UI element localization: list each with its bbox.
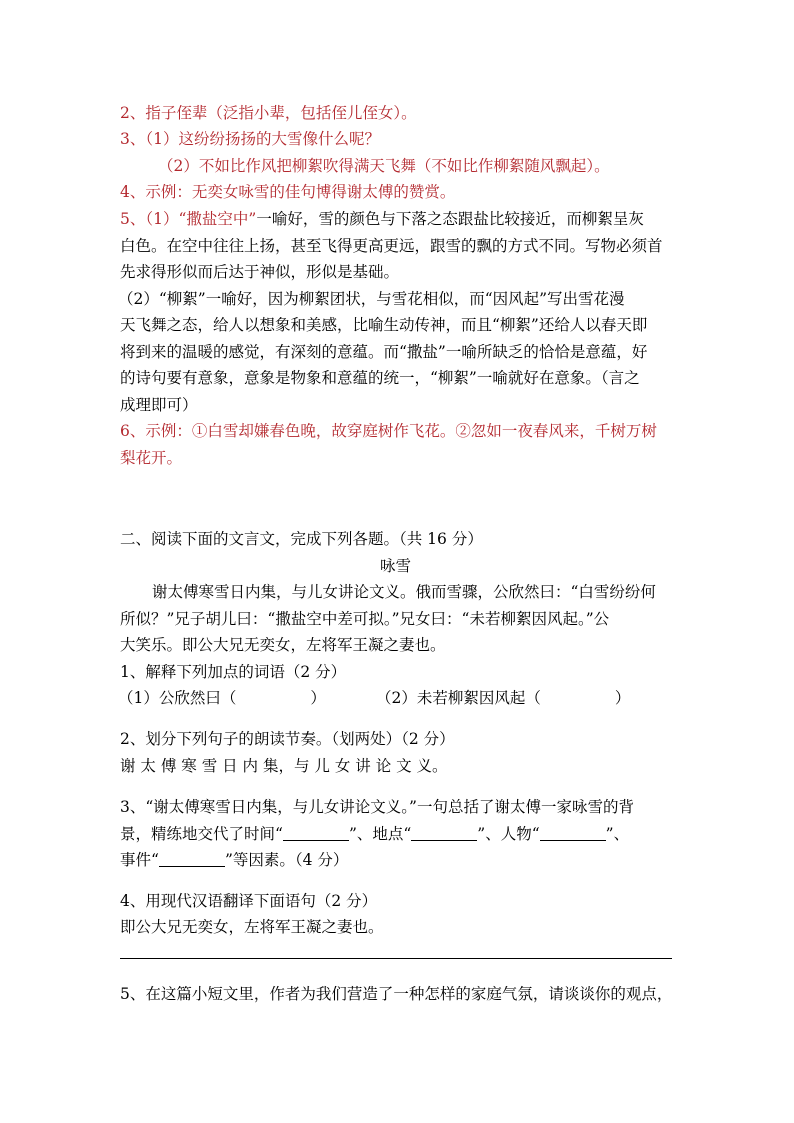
question-2-sentence: 谢 太 傅 寒 雪 日 内 集，与 儿 女 讲 论 文 义。 — [120, 757, 448, 775]
answer-5-line-1 — [120, 209, 644, 229]
answer-5-line-2: 白色。在空中往往上扬，甚至飞得更高更远，跟雪的飘的方式不同。写物必须首 — [120, 237, 663, 255]
answer-6-line-1: 6、示例：①白雪却嫌春色晚，故穿庭树作飞花。②忽如一夜春风来，千树万树 — [120, 422, 657, 440]
answer-5-line-7: 的诗句要有意象，意象是物象和意蕴的统一，“柳絮”一喻就好在意象。（言之 — [120, 369, 640, 387]
answer-5-quote: “撒盐空中” — [178, 210, 257, 228]
blank-event[interactable] — [159, 850, 225, 867]
answer-6-line-2: 梨花开。 — [120, 449, 183, 467]
blank-place[interactable] — [411, 824, 477, 841]
answer-5-line-6: 将到来的温暖的感觉，有深刻的意蕴。而“撒盐”一喻所缺乏的恰恰是意蕴，好 — [120, 343, 648, 361]
answer-line[interactable] — [120, 958, 672, 959]
answer-4: 4、示例：无奕女咏雪的佳句博得谢太傅的赞赏。 — [120, 183, 456, 201]
question-1: 1、解释下列加点的词语（2 分） — [120, 663, 347, 681]
question-3-end: ”、 — [605, 825, 630, 843]
question-4-sentence: 即公大兄无奕女，左将军王凝之妻也。 — [120, 918, 384, 936]
section-2-heading: 二、阅读下面的文言文，完成下列各题。（共 16 分） — [120, 530, 483, 548]
passage-title: 咏雪 — [380, 557, 412, 575]
question-3-line-2 — [120, 824, 629, 844]
question-1-item-1-label: （1）公欣然曰（ — [118, 689, 237, 707]
question-3-line-1: 3、“谢太傅寒雪日内集，与儿女讲论文义。”一句总括了谢太傅一家咏雪的背 — [120, 798, 634, 816]
answer-5-line-8: 成理即可） — [120, 396, 198, 414]
answer-5-prefix: 5、（1） — [120, 210, 179, 228]
question-1-item-2-label: （2）未若柳絮因风起（ — [376, 689, 541, 707]
question-3-line-3 — [120, 850, 348, 870]
question-2: 2、划分下列句子的朗读节奏。（划两处）（2 分） — [120, 730, 455, 748]
question-3-event-label: 事件“ — [120, 851, 159, 869]
question-1-item-2 — [376, 688, 630, 708]
answer-3-2: （2）不如比作风把柳絮吹得满天飞舞（不如比作柳絮随风飘起）。 — [158, 157, 610, 175]
answer-5-line-3: 先求得形似而后达于神似，形似是基础。 — [120, 263, 400, 281]
passage-line-3: 大笑乐。即公大兄无奕女，左将军王凝之妻也。 — [120, 636, 446, 654]
question-3-place-label: ”、地点“ — [348, 825, 412, 843]
close-paren-2: ） — [614, 689, 631, 707]
passage-line-1: 谢太傅寒雪日内集，与儿女讲论文义。俄而雪骤，公欣然曰：“白雪纷纷何 — [152, 583, 656, 601]
answer-5-line-5: 天飞舞之态，给人以想象和美感，比喻生动传神，而且“柳絮”还给人以春天即 — [120, 316, 648, 334]
answer-5-line-4: （2）“柳絮”一喻好，因为柳絮团状，与雪花相似，而“因风起”写出雪花漫 — [118, 290, 625, 308]
answer-3-1: 3、（1）这纷纷扬扬的大雪像什么呢？ — [120, 130, 380, 148]
question-5: 5、在这篇小短文里，作者为我们营造了一种怎样的家庭气氛，请谈谈你的观点， — [120, 985, 673, 1003]
question-3-time-label: 景，精练地交代了时间“ — [120, 825, 283, 843]
question-4: 4、用现代汉语翻译下面语句（2 分） — [120, 892, 378, 910]
blank-people[interactable] — [540, 824, 606, 841]
passage-line-2: 所似？”兄子胡儿曰：“撒盐空中差可拟。”兄女曰：“未若柳絮因风起。”公 — [120, 610, 610, 628]
question-1-item-1 — [118, 688, 326, 708]
answer-5-text: 一喻好，雪的颜色与下落之态跟盐比较接近，而柳絮呈灰 — [256, 210, 644, 228]
answer-2: 2、指子侄辈（泛指小辈，包括侄儿侄女）。 — [120, 104, 417, 122]
close-paren-1: ） — [310, 689, 326, 707]
question-3-tail: ”等因素。（4 分） — [224, 851, 349, 869]
blank-time[interactable] — [283, 824, 349, 841]
question-3-people-label: ”、人物“ — [477, 825, 540, 843]
